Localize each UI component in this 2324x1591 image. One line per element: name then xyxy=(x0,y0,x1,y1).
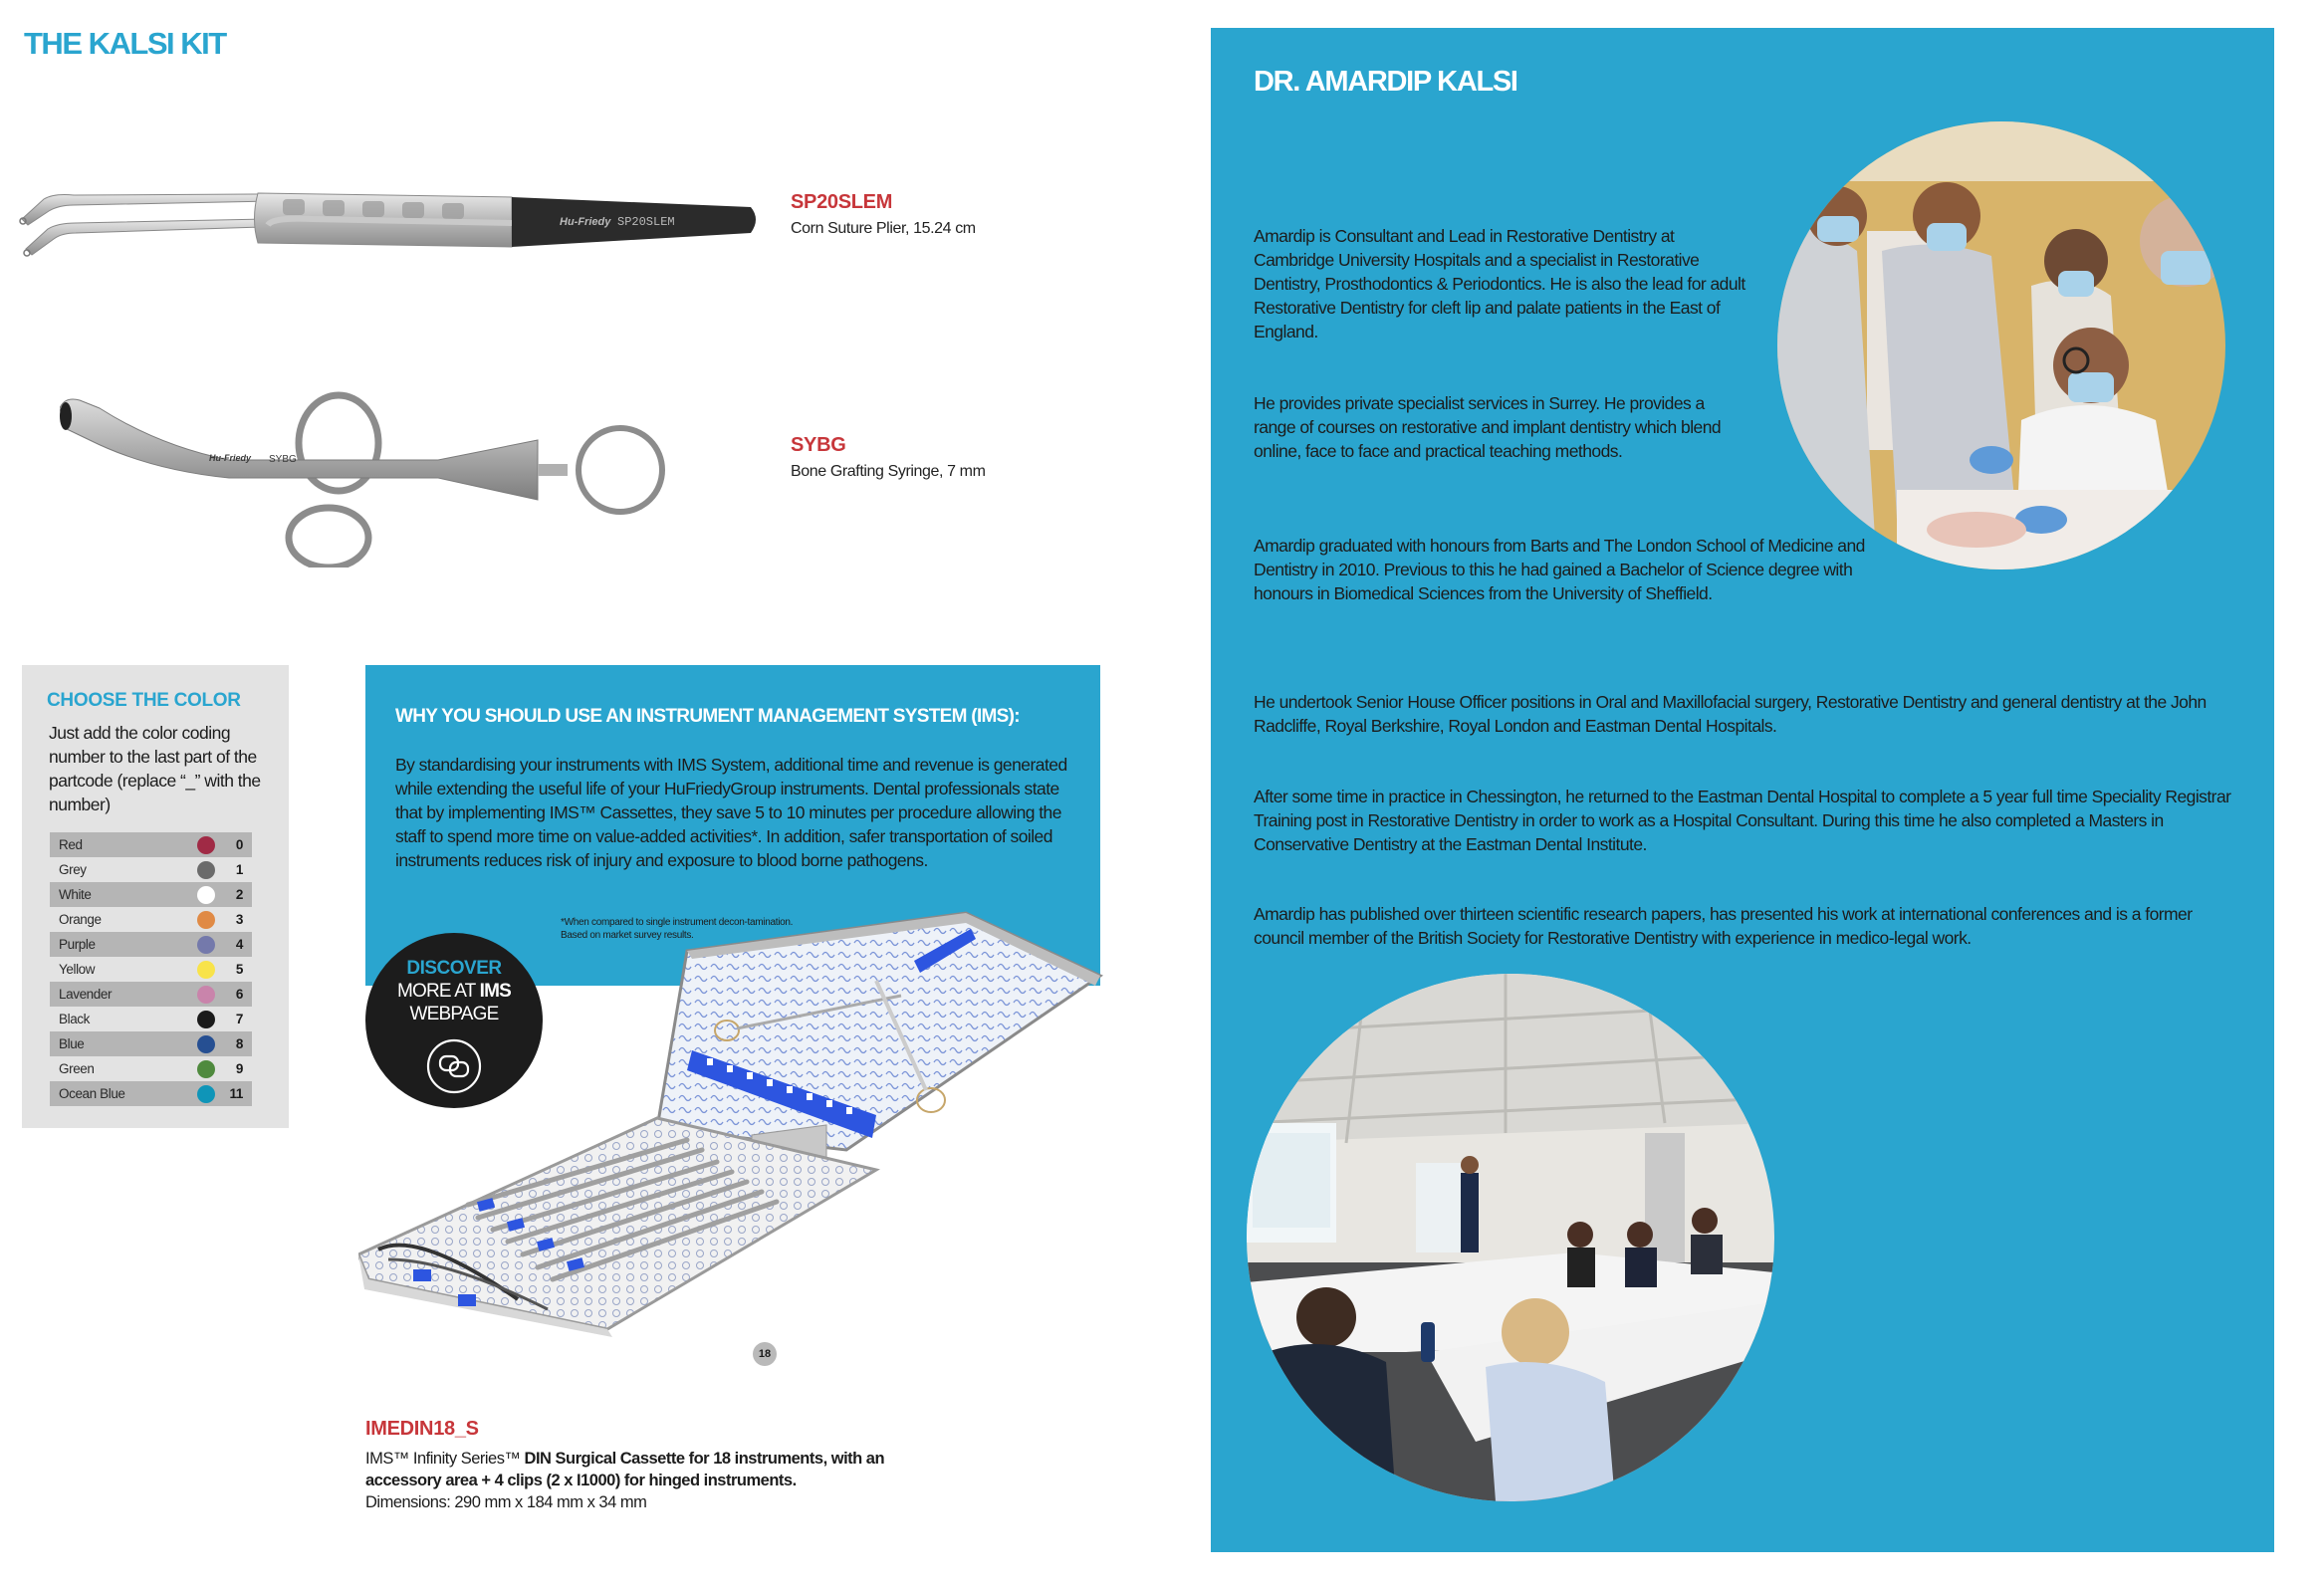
discover-ims-webpage-button[interactable] xyxy=(365,933,543,1108)
bio-panel xyxy=(1211,28,2274,1552)
engraving-brand: Hu-Friedy xyxy=(209,453,252,463)
color-row-grey xyxy=(50,857,252,882)
color-number: 3 xyxy=(235,912,243,927)
bio-title: DR. AMARDIP KALSI xyxy=(1254,66,1517,98)
color-swatch-icon xyxy=(197,861,215,879)
color-swatch-icon xyxy=(197,936,215,954)
color-row-purple xyxy=(50,932,252,957)
color-number: 7 xyxy=(235,1012,243,1026)
product-sp20slem xyxy=(791,191,976,238)
ims-footnote: *When compared to single instrument decon-tamination. Based on market survey results. xyxy=(561,917,794,941)
ims-body-text: By standardising your instruments with IMS System, additional time and revenue is generated while extending the useful life of your HuFriedyGroup instruments. Dental professionals state that by implementing IMS™ Cassettes, they save 5 to 10 minutes per procedure allowing the staff to spend more time on value-added activities*. In addition, safer transportation of soiled instruments reduces risk of injury and exposure to blood borne pathogens. xyxy=(395,755,1067,870)
product-code: SP20SLEM xyxy=(791,191,893,213)
color-row-black xyxy=(50,1007,252,1031)
page-title: THE KALSI KIT xyxy=(24,26,226,61)
color-row-white xyxy=(50,882,252,907)
product-description: Corn Suture Plier, 15.24 cm xyxy=(791,220,976,237)
color-swatch-icon xyxy=(197,961,215,979)
color-name: Purple xyxy=(59,937,96,952)
bio-paragraph: Amardip is Consultant and Lead in Restorative Dentistry at Cambridge University Hospitals and a specialist in Restorative Dentistry, Prosthodontics & Periodontics. He is also the lead for adult Restorative Dentistry for cleft lip and palate patients in the East of England. xyxy=(1254,226,1745,341)
product-code: SYBG xyxy=(791,434,846,456)
ims-heading: WHY YOU SHOULD USE AN INSTRUMENT MANAGEMENT SYSTEM (IMS): xyxy=(395,706,1020,727)
color-name: Green xyxy=(59,1061,95,1076)
color-swatch-icon xyxy=(197,1085,215,1103)
bio-paragraph: After some time in practice in Chessington, he returned to the Eastman Dental Hospital to complete a 5 year full time Speciality Registrar Training post in Restorative Dentistry in order to work as a Hospital Consultant. During this time he also completed a Masters in Conservative Dentistry at the Eastman Dental Institute. xyxy=(1254,787,2231,854)
color-name: Grey xyxy=(59,862,87,877)
instrument-count-badge: 18 xyxy=(753,1342,777,1366)
suture-plier-image xyxy=(14,177,761,267)
color-row-yellow xyxy=(50,957,252,982)
color-number: 5 xyxy=(235,962,243,977)
color-chooser-instructions: Just add the color coding number to the last part of the partcode (replace “_” with the number) xyxy=(49,723,261,814)
color-swatch-icon xyxy=(197,1011,215,1028)
color-row-green xyxy=(50,1056,252,1081)
color-swatch-icon xyxy=(197,1035,215,1053)
color-name: Yellow xyxy=(59,962,96,977)
photo-hands-on-course xyxy=(1777,121,2225,569)
link-icon[interactable] xyxy=(426,1038,482,1094)
bio-paragraph: Amardip graduated with honours from Barts and The London School of Medicine and Dentistry in 2010. Previous to this he had gained a Bachelor of Science degree with honours in Biomedical Sciences from the University of Sheffield. xyxy=(1254,536,1865,603)
discover-webpage: WEBPAGE xyxy=(409,1004,499,1024)
product-code-imedin18: IMEDIN18_S xyxy=(365,1418,479,1440)
color-number: 8 xyxy=(235,1036,243,1051)
cassette-description: IMS™ Infinity Series™ DIN Surgical Cassette for 18 instruments, with an accessory area + 4 clips (2 x I1000) for hinged instruments. Dimensions: 290 mm x 184 mm x 34 mm xyxy=(365,1450,885,1511)
discover-label: DISCOVER xyxy=(406,958,502,979)
bio-paragraph: He provides private specialist services in Surrey. He provides a range of courses on restorative and implant dentistry which blend online, face to face and practical teaching methods. xyxy=(1254,393,1722,461)
engraving-code: SYBG xyxy=(269,454,297,465)
color-name: Black xyxy=(59,1012,91,1026)
cassette-dimensions: Dimensions: 290 mm x 184 mm x 34 mm xyxy=(365,1493,647,1511)
color-swatch-icon xyxy=(197,986,215,1004)
product-sybg xyxy=(791,434,986,481)
color-number: 4 xyxy=(235,937,243,952)
product-description: Bone Grafting Syringe, 7 mm xyxy=(791,463,986,480)
color-row-blue xyxy=(50,1031,252,1056)
color-swatch-icon xyxy=(197,911,215,929)
color-swatch-icon xyxy=(197,836,215,854)
color-row-lavender xyxy=(50,982,252,1007)
color-name: Red xyxy=(59,837,83,852)
color-name: Orange xyxy=(59,912,102,927)
color-chooser-heading: CHOOSE THE COLOR xyxy=(47,690,241,711)
color-name: White xyxy=(59,887,92,902)
color-name: Blue xyxy=(59,1036,85,1051)
color-name: Lavender xyxy=(59,987,113,1002)
color-row-ocean-blue xyxy=(50,1081,252,1106)
color-swatch-icon xyxy=(197,1060,215,1078)
color-row-red xyxy=(50,832,252,857)
bone-grafting-syringe-image xyxy=(60,378,697,568)
engraving-code: SP20SLEM xyxy=(617,215,675,229)
color-row-orange xyxy=(50,907,252,932)
discover-more-at: MORE AT IMS xyxy=(396,981,512,1002)
bio-paragraph: He undertook Senior House Officer positions in Oral and Maxillofacial surgery, Restorative Dentistry and general dentistry at the John Radcliffe, Royal Berkshire, Royal London and Eastman Dental Hospitals. xyxy=(1254,692,2207,736)
color-swatch-icon xyxy=(197,886,215,904)
color-code-table xyxy=(50,832,252,1106)
bio-paragraph: Amardip has published over thirteen scientific research papers, has presented his work at international conferences and is a former council member of the British Society for Restorative Dentistry with experience in medico-legal work. xyxy=(1254,904,2193,948)
color-number: 2 xyxy=(235,887,243,902)
color-number: 11 xyxy=(229,1086,243,1101)
color-number: 9 xyxy=(235,1061,243,1076)
color-number: 0 xyxy=(235,837,243,852)
photo-seminar xyxy=(1247,974,1774,1501)
color-chooser-panel xyxy=(22,665,289,1128)
color-number: 6 xyxy=(235,987,243,1002)
color-name: Ocean Blue xyxy=(59,1086,125,1101)
engraving-brand: Hu-Friedy xyxy=(560,216,611,228)
color-number: 1 xyxy=(235,862,243,877)
